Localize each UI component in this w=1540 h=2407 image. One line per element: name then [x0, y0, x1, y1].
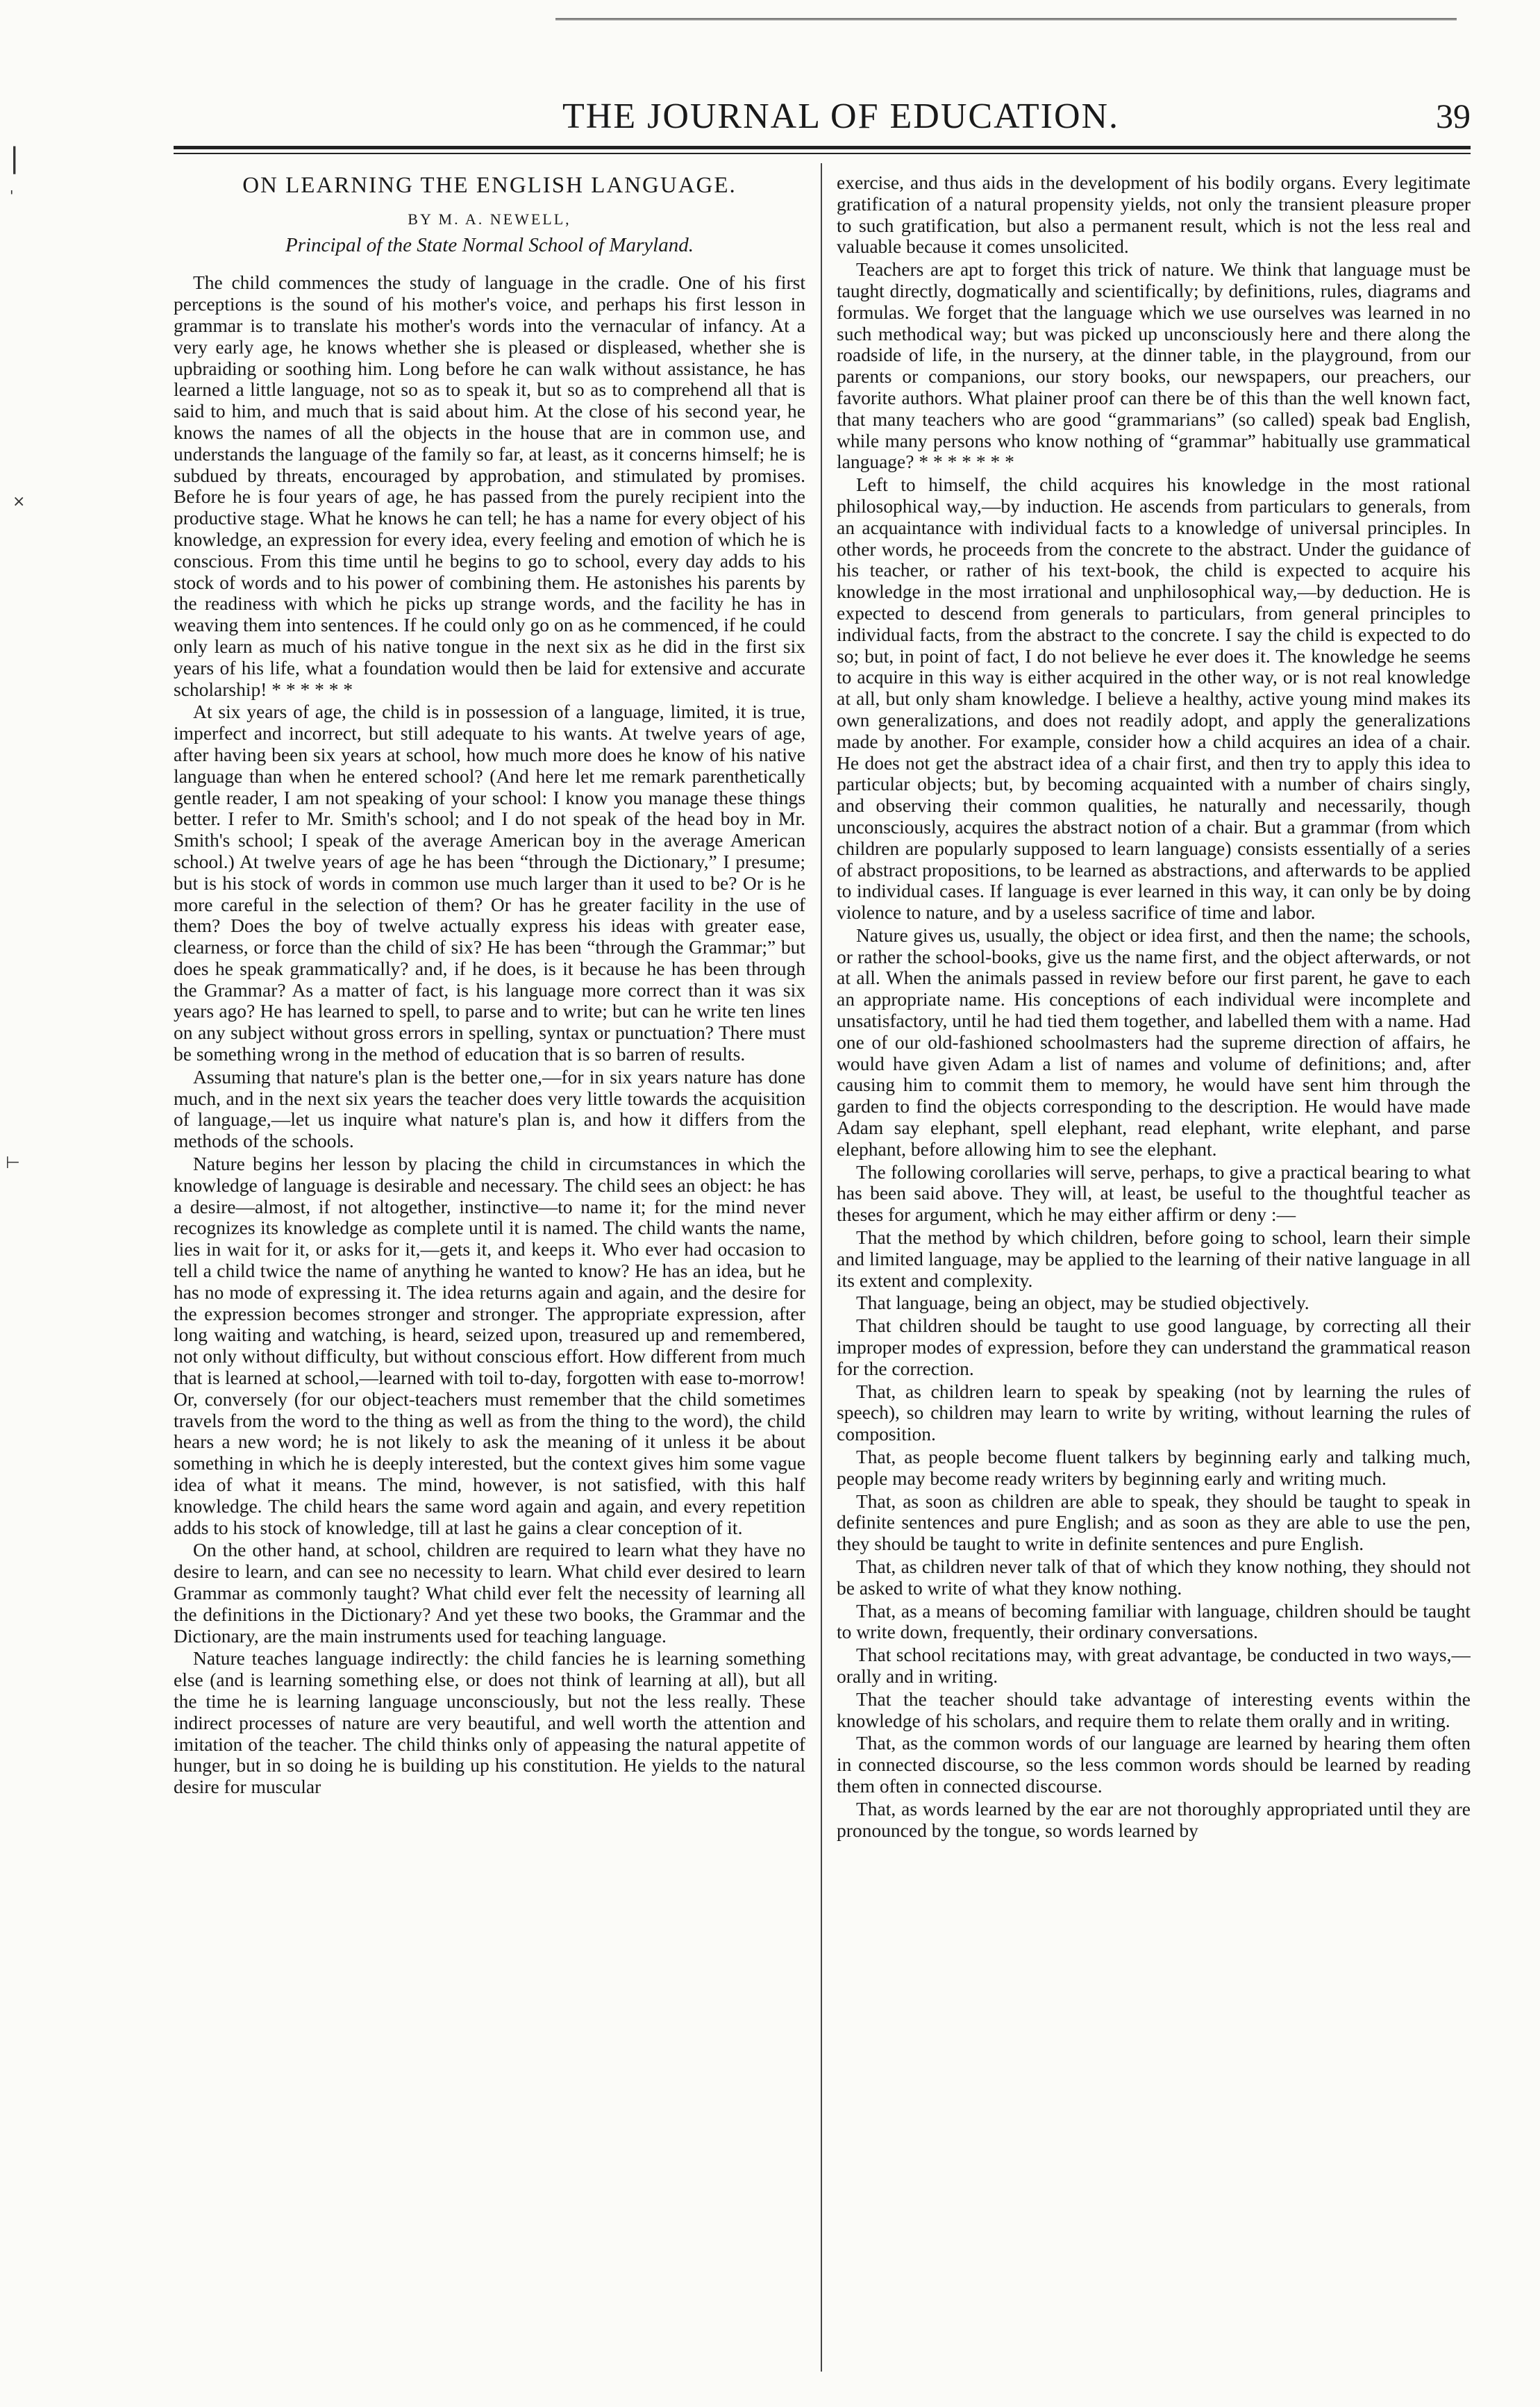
- margin-mark: ⊢: [6, 1153, 20, 1172]
- paragraph: Nature gives us, usually, the object or idea first, and then the name; the schools, or rather the school-books, give us the name first, and the object afterwards, or not at all. When the animals passed in review before our first parent, he gave to each an appropriate name. His conceptions of each individual were incomplete and unsatisfactory, until he had tied them together, and labelled them with a name. Had one of our old-fashioned schoolmasters had the supreme direction of affairs, he would have given Adam a list of names and volume of definitions; and, after causing him to commit them to memory, he would have sent him through the garden to find the objects corresponding to the description. He would have made Adam say elephant, spell elephant, read elephant, write elephant, and parse elephant, before allowing him to see the elephant.: [837, 924, 1471, 1160]
- corollary: That, as people become fluent talkers by beginning early and talking much, people may become ready writers by beginning early and writing much.: [837, 1446, 1471, 1489]
- header-rule: [174, 153, 1471, 154]
- article-byline: BY M. A. NEWELL,: [408, 210, 571, 228]
- paragraph: The following corollaries will serve, perhaps, to give a practical bearing to what has been said above. They will, at least, be useful to the thoughtful teacher as theses for argument, which he may either affirm or deny :—: [837, 1160, 1471, 1226]
- article-title: ON LEARNING THE ENGLISH LANGUAGE.: [242, 173, 737, 198]
- corollary: That, as a means of becoming familiar with language, children should be taught to write down, frequently, their ordinary conversations.: [837, 1599, 1471, 1643]
- left-column: [174, 172, 805, 2374]
- column-divider: [821, 163, 822, 2372]
- paragraph: On the other hand, at school, children are required to learn what they have no desire to learn, and can see no necessity to learn. What child ever desired to learn Grammar as commonly taught? What child ever felt the necessity of learning all the definitions in the Dictionary? And yet these two books, the Grammar and the Dictionary, are the main instruments used for teaching language.: [174, 1539, 805, 1647]
- paragraph: Nature begins her lesson by placing the child in circumstances in which the knowledge of language is desirable and necessary. The child sees an object: he has a desire—almost, if not altogether, instinctive—to name it; for the mind never recognizes its knowledge as complete until it is named. The child wants the name, lies in wait for it, or asks for it,—gets it, and keeps it. Who ever had occasion to tell a child twice the name of anything he wanted to know? He has an idea, but he has no mode of expressing it. The idea returns again and again, and the desire for the expression becomes stronger and stronger. The appropriate expression, after long waiting and watching, is heard, seized upon, treasured up and remembered, not only without difficulty, but without conscious effort. How different from much that is learned at school,—learned with toil to-day, forgotten with ease to-morrow! Or, conversely (for our object-teachers must remember that the child sometimes travels from the word to the thing as well as from the thing to the word), the child hears a new word; he is not likely to ask the meaning of it unless it be about something in which he is deeply interested, but the context gives him some vague idea of what it means. The mind, however, is not satisfied, with this half knowledge. The child hears the same word again and again, and every repetition adds to his stock of knowledge, till at last he gains a clear conception of it.: [174, 1153, 805, 1538]
- corollary: That children should be taught to use good language, by correcting all their improper modes of expression, before they can understand the grammatical reason for the correction.: [837, 1315, 1471, 1379]
- paragraph: Left to himself, the child acquires his knowledge in the most rational philosophical way,—by induction. He ascends from particulars to generals, from an acquaintance with individual facts to a knowledge of universal principles. In other words, he proceeds from the concrete to the abstract. Under the guidance of his teacher, or rather of his text-book, the child is expected to acquire his knowledge in the most irrational and unphilosophical way,—by deduction. He is expected to descend from generals to particulars, from general principles to individual facts, from the abstract to the concrete. I say the child is expected to do so; but, in point of fact, I do not believe he ever does it. The knowledge he seems to acquire in this way is either acquired in the other way, or is not real knowledge at all, but only sham knowledge. I believe a healthy, active young mind makes its own generalizations, and does not readily adopt, and apply the generalizations made by another. For example, consider how a child acquires an idea of a chair. He does not get the abstract idea of a chair first, and then try to apply this idea to particular objects; but, by becoming acquainted with a number of chairs singly, and observing their common qualities, he naturally and necessarily, though unconsciously, acquires the abstract notion of a chair. But a grammar (from which children are popularly supposed to learn language) consists essentially of a series of abstract propositions, to be learned as abstractions, and afterwards to be applied to individual cases. If language is ever learned in this way, it can only be by doing violence to nature, and by a useless sacrifice of time and labor.: [837, 474, 1471, 924]
- paragraph: Teachers are apt to forget this trick of nature. We think that language must be taught directly, dogmatically and scientifically; by definitions, rules, diagrams and formulas. We forget that the language which we use ourselves was learned in no such methodical way; but was picked up unconsciously here and there along the roadside of life, in the nursery, at the dinner table, in the playground, from our parents or companions, our story books, our newspapers, our preachers, our favorite authors. What plainer proof can there be of this than the well known fact, that many teachers who are good “grammarians” (so called) speak bad English, while many persons who know nothing of “grammar” habitually use grammatical language? * * * * * * *: [837, 258, 1471, 473]
- corollary: That the method by which children, before going to school, learn their simple and limited language, may be applied to the learning of their native language in all its extent and complexity.: [837, 1226, 1471, 1291]
- corollary: That language, being an object, may be studied objectively.: [856, 1292, 1309, 1314]
- paragraph: Nature teaches language indirectly: the child fancies he is learning something else (and is learning something else, or does not think of learning at all), but all the time he is learning language unconsciously, but not the less really. These indirect processes of nature are very beautiful, and well worth the attention and imitation of the teacher. The child thinks only of appeasing the natural appetite of hunger, but in so doing he is building up his constitution. He yields to the natural desire for muscular: [174, 1647, 805, 1798]
- page-number: 39: [1436, 97, 1471, 135]
- author-affiliation: Principal of the State Normal School of Maryland.: [285, 233, 694, 256]
- paragraph: Assuming that nature's plan is the better one,—for in six years nature has done much, and in the next six years the teacher does very little towards the acquisition of language,—let us inquire what nature's plan is, and how it differs from the methods of the schools.: [174, 1065, 805, 1152]
- paragraph: At six years of age, the child is in possession of a language, limited, it is true, imperfect and incorrect, but still adequate to his wants. At twelve years of age, after having been six years at school, how much more does he know of his native language than when he entered school? (And here let me remark parenthetically gentle reader, I am not speaking of your school: I know you manage these things better. I refer to Mr. Smith's school; and I do not speak of the head boy in Mr. Smith's school; I speak of the average American boy in the average American school.) At twelve years of age he has been “through the Dictionary,” I presume; but is his stock of words in common use much larger than it used to be? Or is he more careful in the selection of them? Or has he greater facility in the use of them? Does the boy of twelve actually express his ideas with greater ease, clearness, or force than the child of six? He has been “through the Grammar;” but does he speak grammatically? and, if he does, is it because he has been through the Grammar? As a matter of fact, is his language more correct than it was six years ago? He has learned to spell, to parse and to write; but can he write ten lines on any subject without gross errors in spelling, syntax or punctuation? There must be something wrong in the method of education that is so barren of results.: [174, 701, 805, 1065]
- right-column: [837, 172, 1471, 2374]
- journal-title: THE JOURNAL OF EDUCATION.: [562, 97, 1120, 136]
- page-header: [174, 90, 1471, 146]
- paragraph: The child commences the study of language in the cradle. One of his first perceptions is the sound of his mother's voice, and perhaps his first lesson in grammar is to translate his mother's words into the vernacular of infancy. At a very early age, he knows whether she is pleased or displeased, whether she is upbraiding or soothing him. Long before he can walk without assistance, he has learned a little language, not so as to speak it, but so as to comprehend all that is said to him, and much that is said about him. At the close of his second year, he knows the names of all the objects in the house that are in common use, and understands the language of the family so far, at least, as it concerns himself; he is subdued by threats, encouraged by approbation, and stimulated by promises. Before he is four years of age, he has passed from the purely recipient into the productive stage. What he knows he can tell; he has a name for every object of his knowledge, an expression for every idea, every feeling and emotion of which he is conscious. From this time until he begins to go to school, every day adds to his stock of words and to his power of combining them. He astonishes his parents by the readiness with which he picks up strange words, and the facility he has in weaving them into sentences. If he could only go on as he commenced, if he could only learn as much of his native tongue in the next six as he did in the first six years of his life, what a foundation would then be laid for extensive and accurate scholarship! * * * * * *: [174, 272, 805, 700]
- corollary: That, as children never talk of that of which they know nothing, they should not be asked to write of what they know nothing.: [837, 1556, 1471, 1599]
- corollary: That, as children learn to speak by speaking (not by learning the rules of speech), so children may learn to write by writing, without learning the rules of composition.: [837, 1380, 1471, 1445]
- top-rule: [555, 18, 1457, 20]
- corollary: That, as soon as children are able to speak, they should be taught to speak in definite sentences and pure English; and as soon as they are able to use the pen, they should be taught to write in definite sentences and pure English.: [837, 1490, 1471, 1555]
- corollary: That, as the common words of our language are learned by hearing them often in connected discourse, so the less common words should be learned by reading them often in connected discourse.: [837, 1732, 1471, 1797]
- corollary: That school recitations may, with great advantage, be conducted in two ways,—orally and in writing.: [837, 1644, 1471, 1687]
- margin-mark: |: [10, 142, 19, 174]
- corollary: That, as words learned by the ear are not thoroughly appropriated until they are pronounced by the tongue, so words learned by: [837, 1797, 1471, 1841]
- header-rule: [174, 146, 1471, 149]
- margin-mark: ×: [12, 493, 26, 510]
- margin-mark: ': [10, 188, 14, 204]
- corollary: That the teacher should take advantage of interesting events within the knowledge of his scholars, and require them to relate them orally and in writing.: [837, 1688, 1471, 1731]
- paragraph: exercise, and thus aids in the development of his bodily organs. Every legitimate gratification of a natural propensity yields, not only the transient pleasure proper to such gratification, but also a permanent result, which is not the less real and valuable because it comes unsolicited.: [837, 172, 1471, 258]
